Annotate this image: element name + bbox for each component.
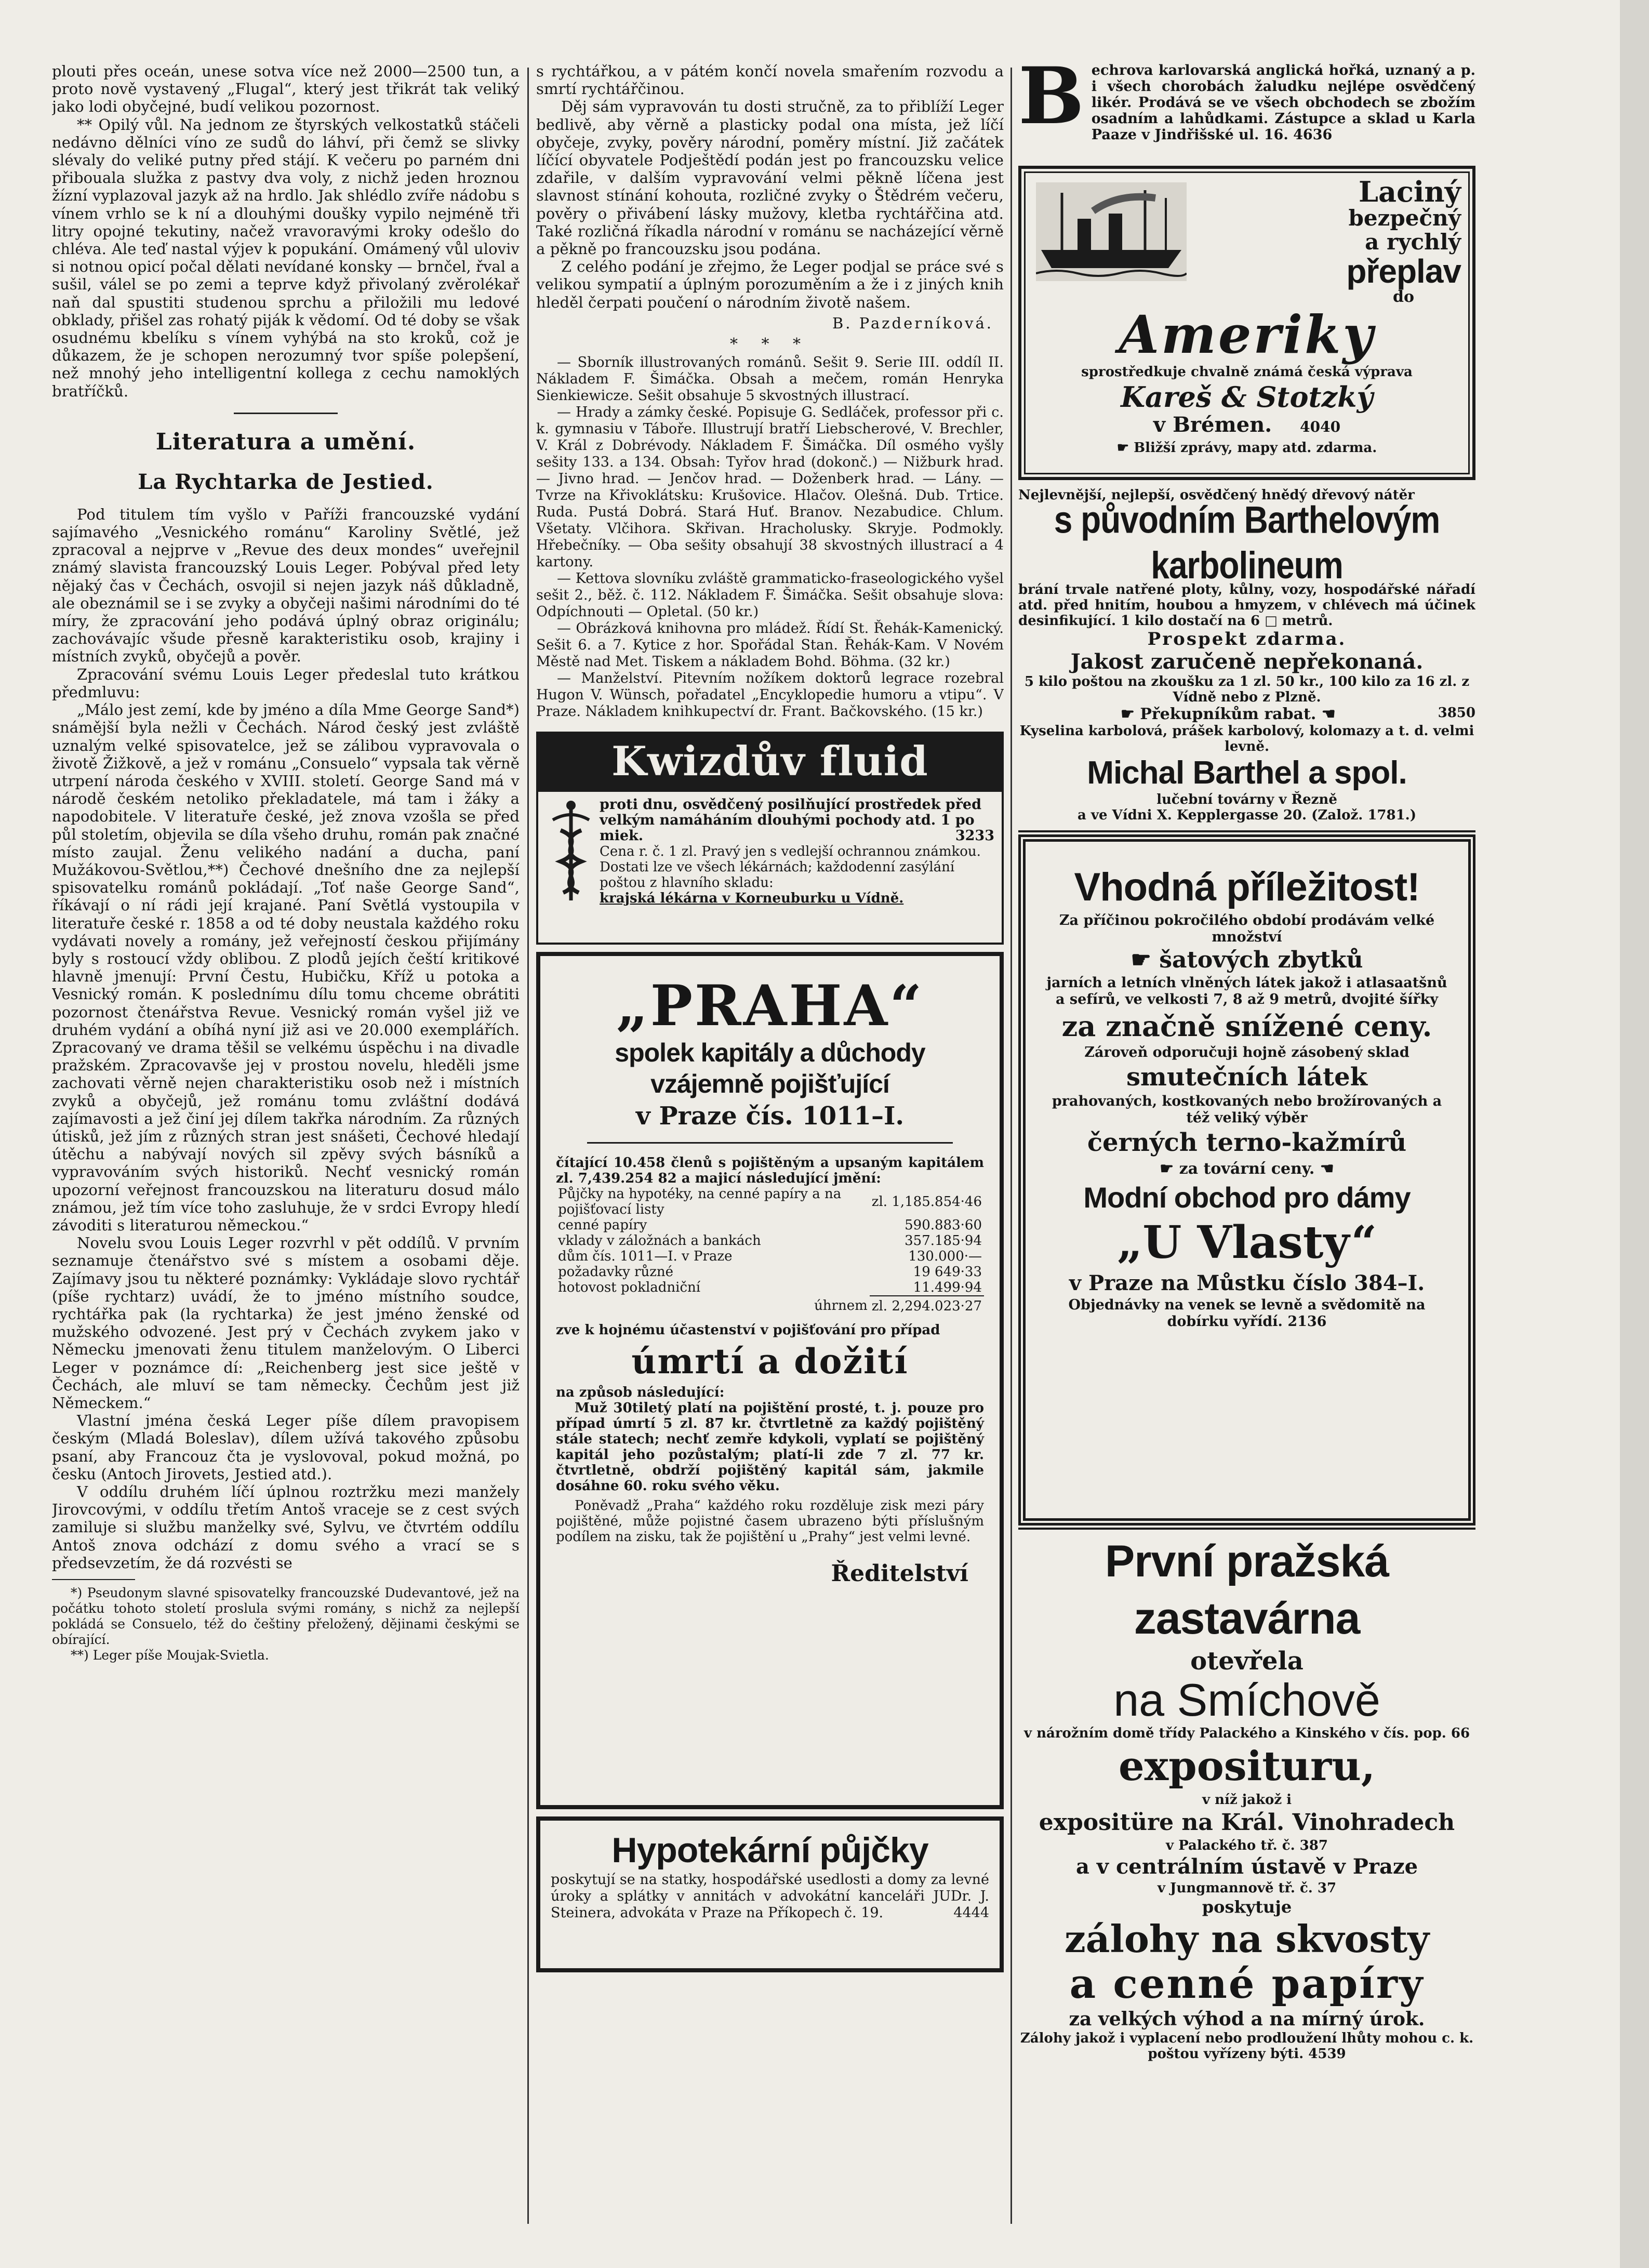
ad-address: v Palackého tř. č. 387 <box>1166 1838 1328 1853</box>
news-item: — Hrady a zámky české. Popisuje G. Sedláček, professor při c. k. gymnasiu v Táboře. Illustrují bratří Liebscherové, V. Brechler, V. Král z Dobrévody. Nákladem F. Šimáčka. Díl osmého vyšly sešity 133. a 134. Obsah: Tyřov hrad (dokonč.) — Nižburk hrad. — Jivno hrad. — Jenčov hrad. — Doženberk hrad. — Lány. — Tvrze na Křivoklátsku: Krušovice. Hlačov. Olešná. Dub. Trtice. Ruda. Pustá Dobrá. Stará Huť. Branov. Nezabudice. Chlum. Všetaty. Vlčihora. Skřivan. Hracholusky. Skryje. Podmokly. Hřebečníky. — Oba sešity obsahují 38 skvostných illustrací a 4 kartony. <box>536 404 1004 570</box>
assets-amount: 357.185·94 <box>905 1232 982 1249</box>
ad-number: 4040 <box>1300 418 1341 435</box>
ad-line: přeplav <box>1346 253 1461 290</box>
ad-line: do <box>1393 288 1414 306</box>
article-paragraph: V oddílu druhém líčí úplnou roztržku mezi manžely Jirovcovými, v oddílu třetím Antoš vraceje se z cest svých zamiluje si službu manželky své, Sylvu, ve čtvrtém oddílu Antoš znova odchází z domu svého a vrací se s předsevzetím, že dá rozvésti se <box>52 1483 520 1572</box>
ad-text: brání trvale natřené ploty, kůlny, vozy, hospodářské nářadí atd. před hnitím, houbou a hmyzem, v chlévech má účinek desinfikující. 1 kilo dostačí na 6 □ metrů. <box>1018 582 1475 629</box>
ad-kwizda <box>536 732 1004 945</box>
column-divider <box>527 68 529 2224</box>
ad-title: Kwizdův fluid <box>611 737 928 785</box>
ad-text: na způsob následující: <box>556 1384 725 1400</box>
article-title: La Rychtarka de Jestied. <box>138 469 434 494</box>
ad-title: První pražská zastavárna <box>1105 1536 1389 1643</box>
ad-rabat-line: ☛ Překupníkům rabat. ☚ 3850 <box>1120 705 1475 723</box>
assets-row <box>556 1217 984 1233</box>
ad-text: Muž 30tiletý platí na pojištění prosté, t. j. pouze pro případ úmrtí 5 zl. 87 kr. čtvrtletně za každý pojištěný stále statech; nechť zemře kdykoli, vyplatí se pojištěný kapitál jeho pozůstalým; platí-li zde 7 zl. 77 kr. čtvrtletně, obdrží pojištěný kapitál sám, jakmile dosáhne 60. roku svého věku. <box>556 1400 984 1494</box>
column-1 <box>52 62 520 2221</box>
assets-label: požadavky různé <box>558 1264 674 1280</box>
ad-address: v Jungmannově tř. č. 37 <box>1157 1880 1337 1896</box>
ad-headline: úmrtí a dožití <box>631 1341 909 1382</box>
ad-title: Vhodná příležitost! <box>1074 865 1420 909</box>
assets-amount: 19 649·33 <box>913 1264 982 1280</box>
ad-karbolineum <box>1018 487 1475 823</box>
article-paragraph: Zpracování svému Louis Leger předeslal tuto krátkou předmluvu: <box>52 665 520 701</box>
section-title: Literatura a umění. <box>155 428 416 455</box>
ad-line: Laciný <box>1359 175 1461 208</box>
ad-provides: poskytuje <box>1202 1897 1292 1917</box>
ad-number: 3233 <box>955 827 994 844</box>
news-item: — Kettova slovníku zvláště grammaticko-fraseologického vyšel sešit 2., běž. č. 112. Nákladem F. Šimáčka. Sešit obsahuje slova: Odpíchnouti — Opletal. (50 kr.) <box>536 570 1004 620</box>
pointing-hand-icon: ☛ <box>1120 705 1140 723</box>
footnote: *) Pseudonym slavné spisovatelky francouzské Dudevantové, jež na počátku tohoto století proslula svými romány, s nichž za nejlepší pokládá se Consuelo, též do češtiny přeložený, dějinami českými se obírající. <box>52 1585 520 1648</box>
ad-line: prahovaných, kostkovaných nebo brožírovaných a též veliký výběr <box>1052 1093 1442 1126</box>
ad-line: Za příčinou pokročilého období prodávám velké množství <box>1059 912 1435 945</box>
ad-expo-2: expositüre na Král. Vinohradech <box>1039 1809 1455 1836</box>
ad-loans: zálohy na skvosty <box>1064 1917 1430 1961</box>
ad-number: 3850 <box>1438 705 1475 721</box>
ad-order: Objednávky na venek se levně a svědomitě na dobírku vyřídí. 2136 <box>1068 1297 1426 1330</box>
ad-line: jarních a letních vlněných látek jakož i atlasaatšnů a sefírů, ve velkosti 7, 8 až 9 metrů, dvojité šířky <box>1046 975 1447 1007</box>
ad-line: bezpečný <box>1348 205 1461 231</box>
news-item: — Obrázková knihovna pro mládež. Řídí St. Řehák-Kamenický. Sešit 6. a 7. Kytice z hor. Spořádal Stan. Řehák-Kam. V Novém Městě nad Met. Tiskem a nákladem Bohd. Böhma. (32 kr.) <box>536 620 1004 670</box>
ad-line: za značně snížené ceny. <box>1061 1010 1432 1043</box>
ad-note: ☛ Bližší zprávy, mapy atd. zdarma. <box>1116 440 1377 456</box>
ad-address: v níž jakož i <box>1202 1792 1292 1808</box>
ad-text: proti dnu, osvědčený posilňující prostředek před velkým namáháním dlouhými pochody atd. 1 po miek. 3233 <box>600 796 994 844</box>
ad-text: Poněvadž „Praha“ každého roku rozděluje zisk mezi páry pojištěné, může pojistné časem ubrazeno býti příslušným podílem na zisku, tak že pojištění u „Prahy“ jest velmi levné. <box>556 1497 984 1545</box>
ad-subtitle: spolek kapitály a důchody vzájemně pojišťující <box>615 1038 925 1098</box>
assets-table <box>556 1186 984 1314</box>
ad-prospekt: Prospekt zdarma. <box>1147 629 1347 649</box>
assets-amount: 590.883·60 <box>905 1217 982 1233</box>
ad-opened: otevřela <box>1190 1647 1304 1676</box>
pointing-hand-icon: ☛ <box>1160 1160 1179 1178</box>
ad-text: echrova karlovarská anglická hořká, uznaný a p. i všech chorobách žaludku nejlépe osvědčený likér. Prodává se ve všech obchodech se zbožím osadním a lahůdkami. Zástupce a sklad u Karla Paaze v Jindřišské ul. 16. 4636 <box>1091 62 1475 143</box>
footnote: **) Leger píše Moujak-Svietla. <box>71 1648 269 1663</box>
pointing-hand-icon: ☛ <box>1131 947 1160 973</box>
column-divider <box>1010 68 1012 2224</box>
assets-row <box>556 1249 984 1264</box>
ad-line: ☛ za tovární ceny. ☚ <box>1160 1160 1334 1178</box>
ad-extra: Kyselina karbolová, prášek karbolový, kolomazy a t. d. velmi levně. <box>1019 723 1474 754</box>
article-paragraph: „Málo jest zemí, kde by jméno a díla Mme George Sand*) snámější byla nežli v Čechách. Národ český jest zvláště uznalým velké spisovatelce, jež se zálibou vypravovala o životě Žižkově, a jež v románu „Consuelo“ vypsala tak věrně utrpení národa českého v XVIII. století. George Sand má v národě českém netoliko překladatele, má tam i žáky a napodobitele. V literatuře české, jež znova vzošla se před půl stoletím, objevila se díla všeho druhu, román pak značné místo zaujal. Ženu velikého nadání a ducha, paní Mužákovou-Světlou,**) Čechové dnešního dne za nejlepší spisovatelku románů pokládají. „Toť naše George Sand“, říkávají o ní rádi její krajané. Paní Světlá vystoupila v literatuře české r. 1858 a od té doby neustala každého roku vydávati novely a romány, jež veřejností českou přijímány byly s rostoucí vždy oblibou. Z plodů jejích čeští kritikové hlavně jmenují: První Čestu, Hubičku, Kříž u potoka a Vesnický román. K poslednímu dílu tomu chceme obrátiti pozornost čtenářstva Revue. Vesnický román vyšel již ve druhém vydání a obíhá nyní již asi ve 20.000 exemplářích. Zpracovaný ve drama těšil se velkému úspěchu i na divadle pražském. Zpracovavše jej v prostou novelu, hleděli jsme zachovati věrně nejen charakteristiku osob než i místních zvyků a obyčejů, jež románu tomu zvláštní dodává zajímavosti a jež činí jej dílem takřka národním. Za různých útisků, jež jím z různých stran jest snášeti, Čechové hledají útěchu a nabývají nových sil zpěvy svých básníků a vypravováním svých historiků. Nechť vesnický román upozorní veřejnost francouzskou na literaturu dosud málo známou, jež tím více toho zasluhuje, že v srdci Evropy hledí závoditi s literaturou německou.“ <box>52 701 520 1234</box>
ad-line: ☛ šatových zbytků <box>1131 947 1363 973</box>
assets-row <box>556 1233 984 1249</box>
ad-address: v Praze čís. 1011–I. <box>635 1101 905 1131</box>
ad-line: černých terno-kažmírů <box>1087 1128 1407 1157</box>
assets-label: hotovost pokladniční <box>558 1280 701 1296</box>
assets-row <box>556 1280 984 1296</box>
ad-address: v nárožním domě třídy Palackého a Kinského v čís. pop. 66 <box>1023 1726 1470 1741</box>
ad-title-2: „U Vlasty“ <box>1116 1216 1377 1269</box>
assets-amount: 11.499·94 <box>913 1279 982 1295</box>
ad-city-line: v Brémen. 4040 <box>1153 413 1341 437</box>
ad-initial: B <box>1018 62 1084 142</box>
ad-address: v Praze na Můstku číslo 384–I. <box>1069 1271 1425 1295</box>
footnote-rule <box>52 1579 135 1580</box>
ad-line: a rychlý <box>1365 229 1461 255</box>
ad-note: Zálohy jakož i vyplacení nebo prodloužení lhůty mohou c. k. poštou vyřízeny býti. 4539 <box>1020 2031 1474 2062</box>
ad-title: s původním Barthelovým karbolineum <box>1054 498 1440 587</box>
ad-number: 4636 <box>1293 127 1333 143</box>
ad-sub: sprostředkuje chvalně známá česká výprava <box>1081 364 1413 380</box>
article-paragraph: Novelu svou Louis Leger rozvrhl v pět oddílů. V prvním seznamuje čtenářstvo své s místem a osobami děje. Zajímavy jsou tu některé poznámky: Vykládaje slovo rychtář (píše rychtarz) uvádí, že to jméno místního soudce, rychtářka pak (la rychtarka) že jest jméno ženské od mužského odvozené. Jest prý v Čechách zvykem jako v Německu jmenovati ženu titulem manželovým. O Liberci Leger v poznámce dí: „Reichenberg jest sice ještě v Čechách, ale mluví se tam německy. Čechům jest již Německem.“ <box>52 1234 520 1412</box>
column-3 <box>1018 62 1475 2221</box>
assets-label: dům čís. 1011—I. v Praze <box>558 1248 733 1264</box>
ad-place: na Smíchově <box>1113 1674 1380 1726</box>
ad-terms: za velkých výhod a na mírný úrok. <box>1069 2008 1425 2030</box>
ad-line: Modní obchod pro dámy <box>1083 1181 1411 1214</box>
column-2 <box>536 62 1004 2221</box>
ad-expo: exposituru, <box>1119 1743 1375 1790</box>
ad-becher <box>1018 62 1475 158</box>
ad-hypoteky <box>536 1816 1004 1972</box>
ad-number: 4444 <box>953 1904 989 1921</box>
steamship-icon <box>1036 182 1187 281</box>
ad-invite: zve k hojnému účastenství v pojišťování pro případ <box>556 1322 940 1338</box>
assets-label: Půjčky na hypotéky, na cenné papíry a na pojišťovací listy <box>558 1186 842 1217</box>
assets-amount: zl. 1,185.854·46 <box>871 1193 982 1210</box>
total-amount: zl. 2,294.023·27 <box>870 1296 984 1314</box>
assets-label: vklady v záložnách a bankách <box>558 1232 761 1249</box>
pointing-hand-icon: ☛ <box>1116 440 1134 456</box>
ad-company-addr: a ve Vídni X. Kepplergasse 20. (Založ. 1781.) <box>1077 807 1417 823</box>
assets-amount: 130.000·— <box>908 1248 982 1264</box>
page-edge <box>1620 0 1649 2268</box>
ad-amerika-shipping <box>1018 166 1475 480</box>
ad-company: Kareš & Stotzký <box>1121 380 1373 414</box>
asterism: * * * <box>729 335 810 353</box>
ad-top: Nejlevnější, nejlepší, osvědčený hnědý dřevový nátěr <box>1018 487 1415 503</box>
pointing-hand-icon: ☚ <box>1316 705 1336 723</box>
ad-price: 5 kilo poštou na zkoušku za 1 zl. 50 kr., 100 kilo za 16 zl. z Vídně nebo z Plzně. <box>1024 674 1470 705</box>
ad-line: Zároveň odporučuji hojně zásobený sklad <box>1084 1044 1409 1060</box>
ad-company-sub: lučební továrny v Řezně <box>1156 792 1337 807</box>
ad-central: a v centrálním ústavě v Praze <box>1075 1854 1418 1879</box>
assets-row <box>556 1186 984 1217</box>
ad-papers: a cenné papíry <box>1069 1960 1425 2008</box>
ad-signature: Ředitelství <box>831 1560 968 1587</box>
article-paragraph: Pod titulem tím vyšlo v Paříži francouzské vydání sajímavého „Vesnického románu“ Karoliny Světlé, jež zpracoval a nejprve v „Revue des deux mondes“ uveřejnil známý slavista francouzský Louis Leger. Pobýval před lety nějaký čas v Čechách, osvojil si nejen jazyk náš důkladně, ale obeznámil se i se zvyky a obyčeji našimi národními do té míry, že zpracování jeho podává úplný obraz originálu; zachovávajíc všude přesně karakteristiku osob, krajiny i místních zvyků, obyčejů a pověr. <box>52 505 520 666</box>
ad-price: Cena r. č. 1 zl. Pravý jen s vedlejší ochrannou známkou. Dostati lze ve všech lékárnách; každodenní zasýlání poštou z hlavního skladu: <box>600 843 981 891</box>
ad-depot: krajská lékárna v Korneuburku u Vídně. <box>600 890 904 906</box>
ad-line: smutečních látek <box>1126 1063 1367 1092</box>
divider <box>234 413 338 414</box>
intro-paragraph: ** Opilý vůl. Na jednom ze štyrských velkostatků stáčeli nedávno dělníci víno ze sudů do láhví, při čemž se slivky slévaly do veliké putny před stájí. K večeru po parném dni přibouala služka z pastvy dva voly, z nichž jeden hroznou žízní vyplazoval jazyk až na hrdlo. Jak shlédlo zvíře nádobu s vínem vrhlo se k ní a dlouhými doušky vypilo nejméně tři litry opojné tekutiny, načež vravoravými kroky odešlo do chléva. Ale teď nastal výjev k popukání. Omámený vůl uloviv si notnou opicí počal dělati nevídané konsky — brnčel, řval a sušil, válel se po zemi a teprve když přivolaný zvěrolékař naň dal spustiti studenou sprchu a přiložili mu ledové obklady, přišel zas rohatý piják k vědomí. Od té doby se však osudnému kbelíku s vínem vyhýbá na sto kroků, což je důkazem, že je schopen nerozumný tvor spíše polepšení, než mnohý jeho intelligentní kollega z cechu namoklých bratříčků. <box>52 115 520 400</box>
article-paragraph: s rychtářkou, a v pátém končí novela smařením rozvodu a smrtí rychtářčinou. <box>536 62 1004 98</box>
assets-row <box>556 1264 984 1280</box>
article-paragraph: Vlastní jména česká Leger píše dílem pravopisem českým (Mladá Boleslav), dílem užívá takového způsobu psaní, aby Francouz čta je vyslovoval, pokud možná, po česku (Antoch Jirovets, Jestied atd.). <box>52 1412 520 1483</box>
ad-praha-insurance <box>536 952 1004 1809</box>
ad-title: Hypotekární půjčky <box>611 1830 928 1870</box>
news-item: — Manželství. Pitevním nožíkem doktorů legrace rozebral Hugon V. Wünsch, pořadatel „Encyklopedie humoru a vtipu“. V Praze. Nákladem knihkupectví dr. Frant. Bačkovského. (15 kr.) <box>536 670 1004 720</box>
intro-paragraph: plouti přes oceán, unese sotva více než 2000—2500 tun, a proto nově vystavený „Flugal“, který jest třikrát tak veliký jako lodi obyčejné, budí velikou pozornost. <box>52 62 520 116</box>
total-label: úhrnem <box>814 1298 868 1314</box>
ad-text: poskytují se na statky, hospodářské usedlosti a domy za levné úroky a splátky v annitách v advokátní kanceláři JUDr. J. Steinera, advokáta v Praze na Příkopech č. 19. 4444 <box>551 1871 989 1921</box>
ad-company: Michal Barthel a spol. <box>1087 755 1407 791</box>
author-signature: B. Pazderníková. <box>832 314 993 332</box>
ad-u-vlasty <box>1018 834 1475 1526</box>
article-paragraph: Z celého podání je zřejmo, že Leger podjal se práce své s velikou sympatií a úplným porozuměním a že i z jiných knih hleděl čerpati poučení o národním životě našem. <box>536 258 1004 311</box>
pointing-hand-icon: ☚ <box>1314 1160 1334 1178</box>
news-item: — Sborník illustrovaných románů. Sešit 9. Serie III. oddíl II. Nákladem F. Šimáčka. Obsah a mečem, román Henryka Sienkiewicze. Sešit obsahuje 5 skvostných illustrací. <box>536 354 1004 404</box>
article-paragraph: Děj sám vypravován tu dosti stručně, za to přiblíží Leger bedlivě, aby věrně a plasticky podal ona místa, jež líčí obyčeje, zvyky, pověry národní, poměry místní. Již začátek líčící obyvatele Podještědí podán jest po francouzsku velice zdařile, v dalším vypravování velmi pěkně líčena jest slavnost stínání kohouta, rozličné zvyky o Štědrém večeru, pověry o přivábení lásky mužovy, kletba rychtářčina atd. Také rozličná říkadla národní v románu se nacházející věrně a pěkně po francouzsku jsou podána. <box>536 98 1004 258</box>
ad-title: Ameriky <box>1119 304 1375 365</box>
ad-intro: čítající 10.458 členů s pojištěným a upsaným kapitálem zl. 7,439.254 82 a majicí následující jmění: <box>556 1155 984 1186</box>
ad-number: 2136 <box>1287 1314 1327 1330</box>
ad-zastavarna <box>1018 1533 1475 2062</box>
assets-label: cenné papíry <box>558 1217 647 1233</box>
ad-guarantee: Jakost zaručeně nepřekonaná. <box>1070 649 1424 674</box>
caduceus-icon <box>548 799 594 903</box>
ad-number: 4539 <box>1308 2046 1346 2062</box>
ad-title: „PRAHA“ <box>616 973 924 1039</box>
